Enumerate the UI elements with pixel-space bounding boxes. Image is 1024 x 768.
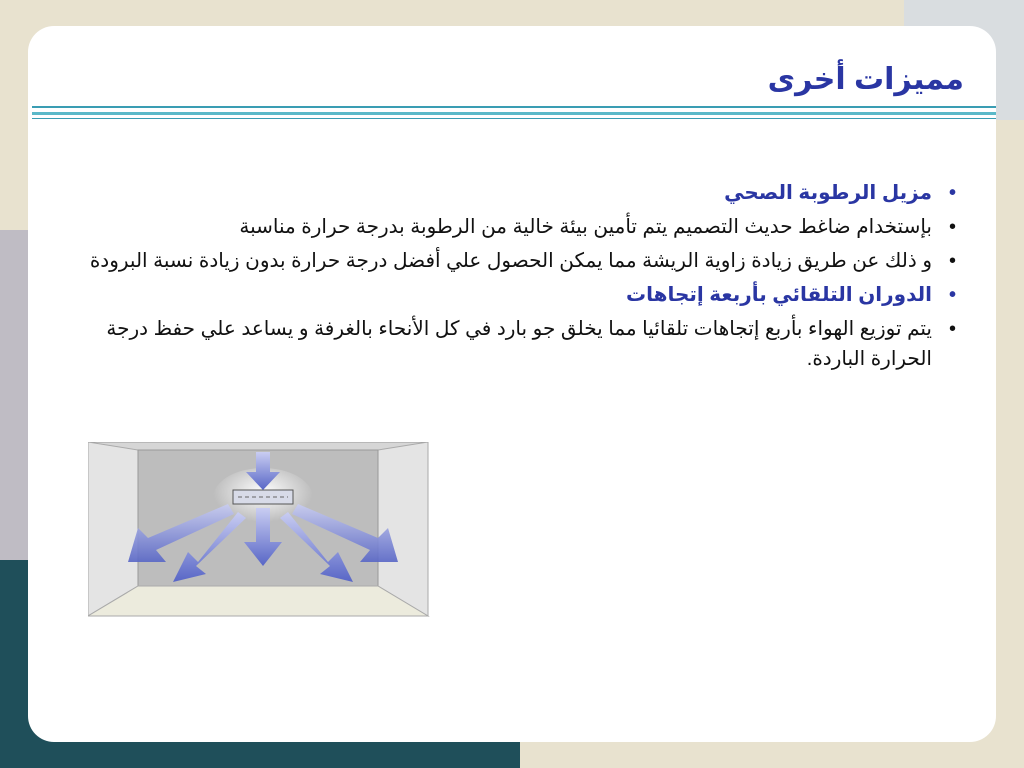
slide-title: مميزات أخرى	[767, 63, 964, 96]
bullet-text: الدوران التلقائي بأربعة إتجاهات	[625, 284, 932, 306]
bullet-icon: •	[948, 284, 956, 306]
title-divider	[32, 118, 996, 119]
bullet-heading	[58, 280, 958, 310]
bullet-heading	[58, 178, 958, 208]
title-divider	[32, 106, 996, 108]
bullet-list	[58, 178, 958, 378]
bullet-icon: •	[948, 318, 956, 340]
bullet-icon: •	[948, 182, 956, 204]
air-flow-four-way-icon	[88, 442, 438, 658]
bullet-text: مزيل الرطوبة الصحي	[724, 182, 932, 204]
bullet-text: و ذلك عن طريق زيادة زاوية الريشة مما يمكن الحصول علي أفضل درجة حرارة بدون زيادة نسبة البرودة	[89, 250, 932, 272]
bullet-icon: •	[948, 216, 956, 238]
room-airflow-illustration	[88, 442, 438, 658]
room-right-wall	[378, 442, 428, 616]
room-left-wall	[88, 442, 138, 616]
bullet-text: يتم توزيع الهواء بأربع إتجاهات تلقائيا مما يخلق جو بارد في كل الأنحاء بالغرفة و يساعد علي حفظ درجة الحرارة الباردة.	[106, 318, 932, 370]
slide-panel	[28, 26, 996, 742]
bullet-item	[58, 314, 958, 374]
bullet-icon: •	[948, 250, 956, 272]
title-divider	[32, 112, 996, 115]
room-floor	[88, 586, 428, 616]
bullet-text: بإستخدام ضاغط حديث التصميم يتم تأمين بيئة خالية من الرطوبة بدرجة حرارة مناسبة	[239, 216, 932, 238]
bullet-item	[58, 212, 958, 242]
bullet-item	[58, 246, 958, 276]
